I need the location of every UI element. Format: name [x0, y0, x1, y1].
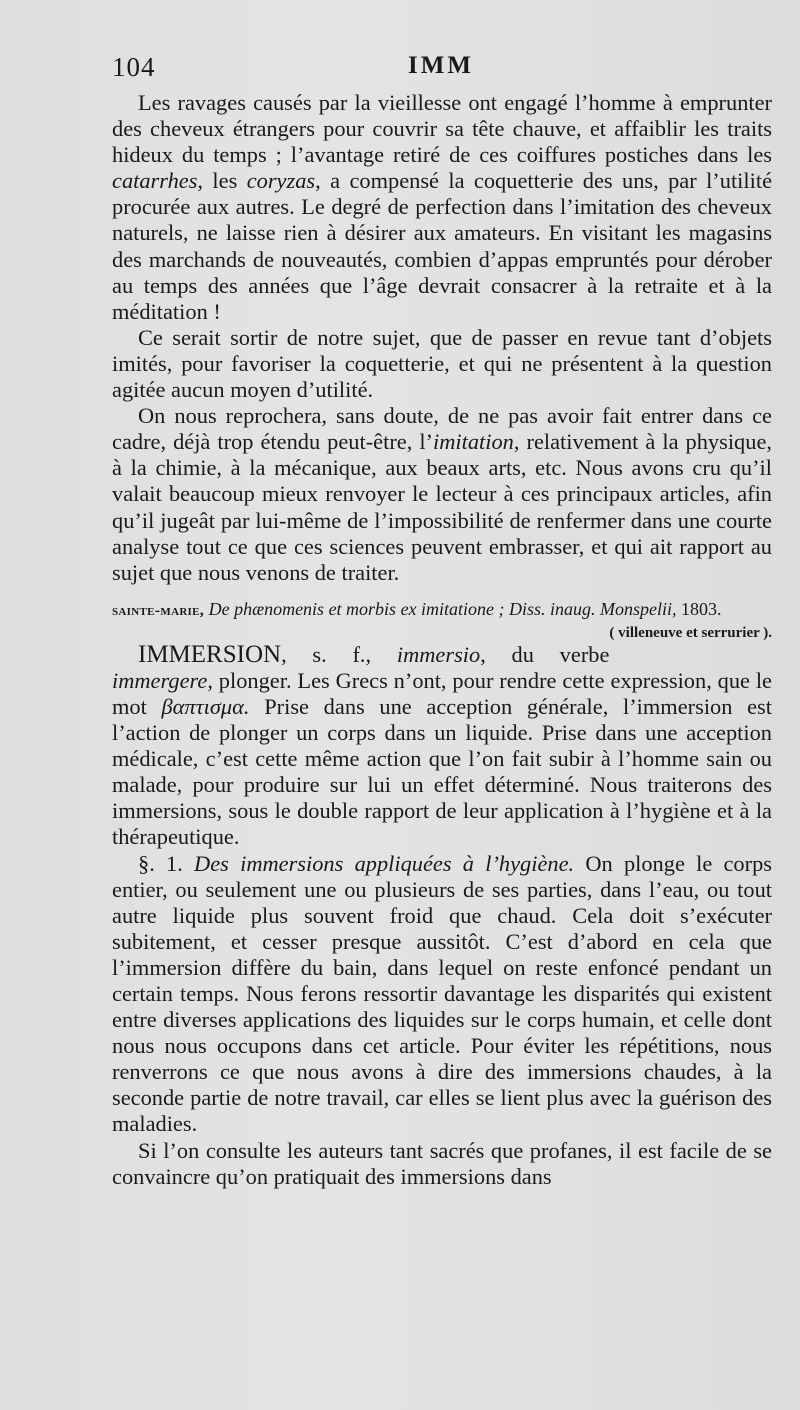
- entry-immersion: IMMERSION, s. f., immersio, du verbe immergere, plonger. Les Grecs n’ont, pour rendre cette expression, que le mot βαπτισμα. Prise dans une acception générale, l’immersion est l’action de plonger un corps dans un liquide. Prise dans une acception médicale, c’est cette même action que l’on fait subir à l’homme sain ou malade, pour produire sur lui un effet déterminé. Nous traiterons des immersions, sous le double rapport de leur application à l’hygiène et à la thérapeutique.: [112, 640, 772, 850]
- entry-headword: IMMERSION: [138, 640, 282, 668]
- article-authors: ( villeneuve et serrurier ).: [609, 624, 772, 641]
- paragraph-coquetterie: Ce serait sortir de notre sujet, que de passer en revue tant d’objets imités, pour favoriser la coquetterie, et qui ne présentent à la question agitée aucun moyen d’utilité.: [112, 324, 772, 403]
- paragraph-sacred-authors: Si l’on consulte les auteurs tant sacrés que profanes, il est facile de se convaincre qu’on pratiquait des immersions dans: [112, 1137, 772, 1189]
- section-title: Des immersions appliquées à l’hygiène.: [194, 850, 575, 876]
- paragraph-reproach: On nous reprochera, sans doute, de ne pas avoir fait entrer dans ce cadre, déjà trop étendu peut-être, l’imitation, relativement à la physique, à la chimie, à la mécanique, aux beaux arts, etc. Nous avons cru qu’il valait beaucoup mieux renvoyer le lecteur à ces principaux articles, afin qu’il jugeât par lui-même de l’impossibilité de renfermer dans une courte analyse tout ce que ces sciences peuvent embrasser, et qui ait rapport au sujet que nous venons de traiter.: [112, 403, 772, 585]
- paragraph-wigs: Les ravages causés par la vieillesse ont engagé l’homme à emprunter des cheveux étrangers pour couvrir sa tête chauve, et affaiblir les traits hideux du temps ; l’avantage retiré de ces coiffures postiches dans les catarrhes, les coryzas, a compensé la coquetterie des uns, par l’utilité procurée aux autres. Le degré de perfection dans l’imitation des cheveux naturels, ne laisse rien à désirer aux amateurs. En visitant les magasins des marchands de nouveautés, combien d’appas empruntés pour dérober au temps des années que l’âge devrait consacrer à la retraite et à la méditation !: [112, 90, 773, 324]
- page-body: [112, 90, 772, 1190]
- bibliographic-reference: sainte-marie, De phænomenis et morbis ex imitatione ; Diss. inaug. Monspelii, 1803. ( villeneuve et serrurier ).: [112, 598, 772, 622]
- section-hygiene: §. 1. Des immersions appliquées à l’hygiène. On plonge le corps entier, ou seulement une ou plusieurs de ses parties, dans l’eau, ou tout autre liquide plus souvent froid que chaud. Cela doit s’exécuter subitement, et cesser presque aussitôt. C’est d’abord en cela que l’immersion diffère du bain, dans lequel on reste enfoncé pendant un certain temps. Nous ferons ressortir davantage les disparités qui existent entre diverses applications des liquides sur le corps humain, et celle dont nous nous occupons dans cet article. Pour éviter les répétitions, nous renverrons ce que nous avons à dire des immersions chaudes, à la seconde partie de notre travail, car elles se lient plus avec la guérison des maladies.: [112, 850, 772, 1137]
- running-head: IMM: [408, 52, 474, 79]
- page-number: 104: [112, 52, 156, 82]
- page-header: [112, 52, 772, 88]
